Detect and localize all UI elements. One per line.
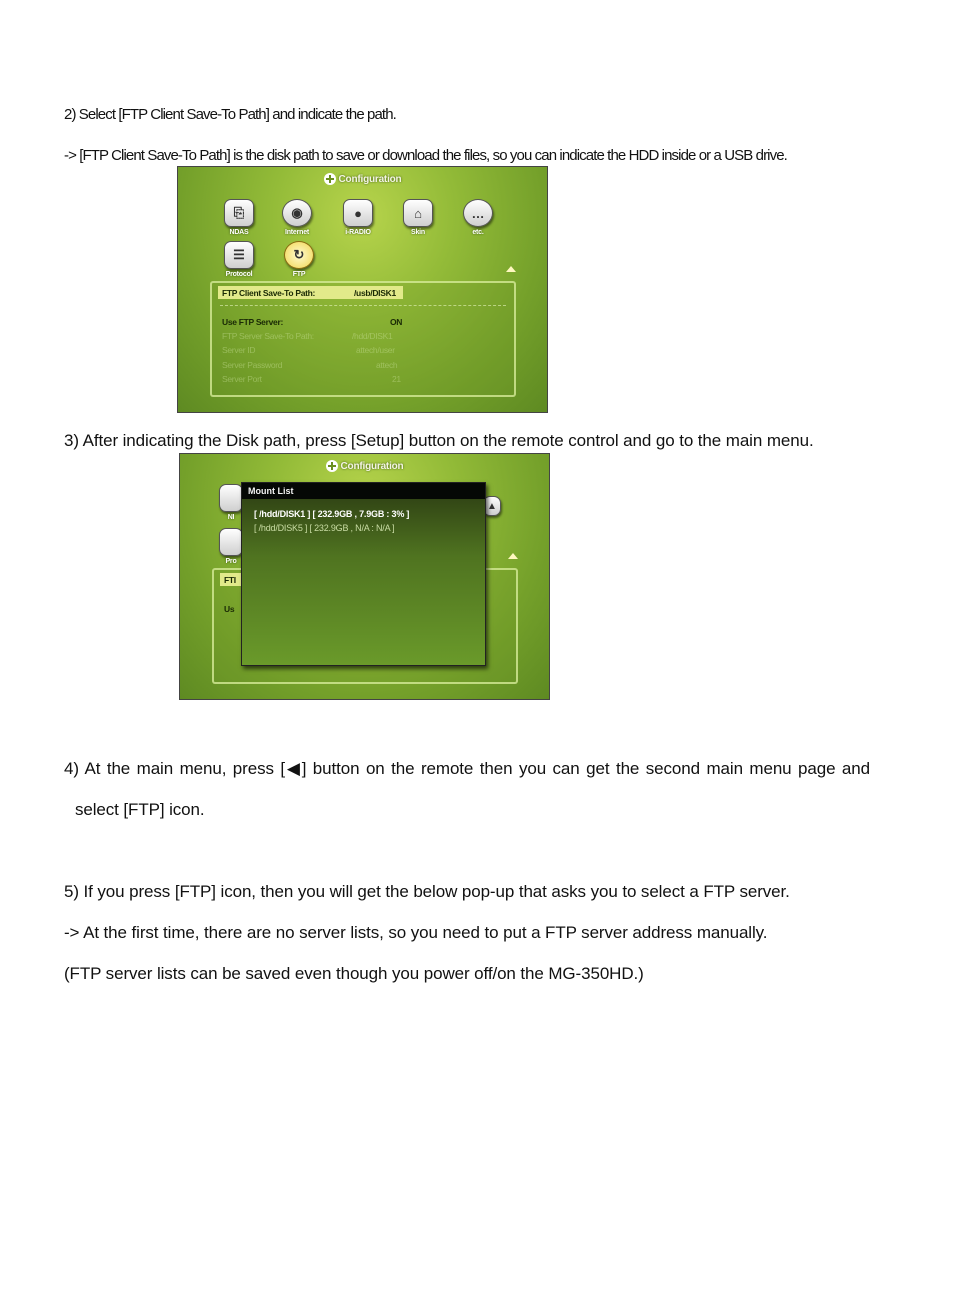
- configuration-icon: [324, 173, 336, 185]
- step4-text-continued: select [FTP] icon.: [75, 800, 205, 819]
- internet-label: Internet: [284, 229, 310, 236]
- scroll-up-arrow-icon: [508, 553, 518, 559]
- ndas-label: NDAS: [229, 229, 249, 236]
- use-ftp-server-value: ON: [390, 317, 403, 327]
- internet-menu-item[interactable]: [275, 199, 319, 236]
- configuration-icon: [326, 460, 338, 472]
- ftp-label: FTP: [292, 271, 306, 278]
- mount-item-disk1[interactable]: [ /hdd/DISK1 ] [ 232.9GB , 7.9GB : 3% ]: [254, 509, 410, 519]
- internet-icon: ◉: [282, 199, 312, 227]
- use-ftp-peek: Us: [224, 604, 235, 614]
- ndas-icon: [219, 484, 243, 512]
- etc-icon: …: [463, 199, 493, 227]
- protocol-menu-item-peek: Pro: [216, 528, 246, 565]
- ftp-menu-item[interactable]: [277, 241, 321, 278]
- step2-note: -> [FTP Client Save-To Path] is the disk path to save or download the files, so you can indicate the HDD inside or a USB drive.: [64, 147, 787, 164]
- step5-note: -> At the first time, there are no server lists, so you need to put a FTP server address manually.: [64, 923, 768, 942]
- ftp-tab-peek: FTI: [224, 575, 236, 585]
- mount-item-disk5[interactable]: [ /hdd/DISK5 ] [ 232.9GB , N/A : N/A ]: [254, 523, 395, 533]
- ndas-icon: ⎘: [224, 199, 254, 227]
- ftp-client-path-row[interactable]: FTP Client Save-To Path: /usb/DISK1: [222, 288, 396, 298]
- skin-label: Skin: [411, 229, 425, 236]
- radio-menu-item[interactable]: [336, 199, 380, 236]
- radio-label: i-RADIO: [345, 229, 371, 236]
- scroll-up-arrow-icon[interactable]: [506, 266, 516, 272]
- step3-text: 3) After indicating the Disk path, press [Setup] button on the remote control and go to the main menu.: [64, 431, 814, 450]
- configuration-title: Configuration: [180, 460, 549, 472]
- ftp-server-path-row: FTP Server Save-To Path: /hdd/DISK1: [222, 331, 393, 341]
- mount-list-screenshot: [179, 453, 550, 700]
- server-id-row: Server ID attech/user: [222, 345, 395, 355]
- ftp-client-path-value: /usb/DISK1: [354, 288, 396, 298]
- skin-menu-item[interactable]: [396, 199, 440, 236]
- mount-list-title: Mount List: [242, 483, 485, 499]
- etc-icon: ▲: [483, 496, 501, 516]
- use-ftp-server-row[interactable]: Use FTP Server: ON: [222, 317, 403, 327]
- ndas-menu-item[interactable]: [217, 199, 261, 236]
- step5-text: 5) If you press [FTP] icon, then you will get the below pop-up that asks you to select a FTP server.: [64, 882, 790, 901]
- ndas-menu-item-peek: NI: [216, 484, 246, 521]
- server-port-row: Server Port 21: [222, 374, 401, 384]
- step4-text: 4) At the main menu, press [◀] button on the remote then you can get the second main menu page and: [64, 759, 870, 778]
- ftp-settings-panel: [210, 281, 516, 397]
- protocol-icon: ☰: [224, 241, 254, 269]
- server-password-row: Server Password attech: [222, 360, 398, 370]
- mount-list-popup: [241, 482, 486, 666]
- configuration-title: Configuration: [178, 173, 547, 185]
- step2-text: 2) Select [FTP Client Save-To Path] and indicate the path.: [64, 106, 396, 123]
- etc-menu-item[interactable]: [456, 199, 500, 236]
- divider: [220, 305, 506, 306]
- radio-icon: ●: [343, 199, 373, 227]
- step5-parenthetical: (FTP server lists can be saved even though you power off/on the MG-350HD.): [64, 964, 644, 983]
- ftp-icon: ↻: [284, 241, 314, 269]
- protocol-icon: [219, 528, 243, 556]
- etc-label: etc.: [472, 229, 484, 236]
- protocol-label: Protocol: [225, 271, 253, 278]
- shirt-icon: ⌂: [403, 199, 433, 227]
- protocol-menu-item[interactable]: [217, 241, 261, 278]
- configuration-screenshot: [177, 166, 548, 413]
